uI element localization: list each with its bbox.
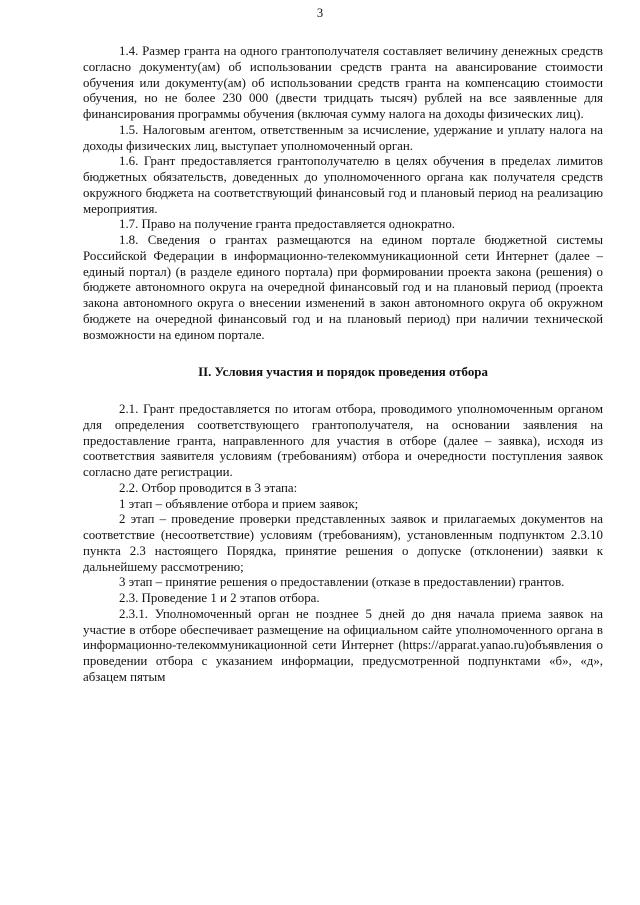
paragraph-2-3-1: 2.3.1. Уполномоченный орган не позднее 5 дней до дня начала приема заявок на участие в отборе обеспечивает размещение на официальном сайте уполномоченного органа в информационно-телекоммуникационной сети Интернет (https://apparat.yanao.ru)объявления о проведении отбора с указанием информации, предусмотренной подпунктами «б», «д», абзацем пятым — [83, 606, 603, 684]
stage-3-item: 3 этап – принятие решения о предоставлении (отказе в предоставлении) грантов. — [119, 575, 565, 590]
paragraph-1-7: 1.7. Право на получение гранта предоставляется однократно. — [119, 217, 456, 232]
page-number: 3 — [316, 6, 324, 20]
paragraph-1-5: 1.5. Налоговым агентом, ответственным за исчисление, удержание и уплату налога на доходы физических лиц, выступает уполномоченный орган. — [83, 122, 603, 153]
paragraph-1-8: 1.8. Сведения о грантах размещаются на едином портале бюджетной системы Российской Федерации в информационно-телекоммуникационной сети Интернет (далее – единый портал) (в разделе единого портала) при формировании проекта закона (решения) о бюджете автономного округа на очередной финансовый год и на плановый период (проекта закона автономного округа о внесении изменений в закон автономного округа об окружном бюджете на очередной финансовый год и на плановый период) при наличии технической возможности на едином портале. — [83, 233, 603, 342]
paragraph-2-2: 2.2. Отбор проводится в 3 этапа: — [119, 480, 298, 495]
paragraph-1-4: 1.4. Размер гранта на одного грантополучателя составляет величину денежных средств согласно документу(ам) об использовании средств гранта на авансирование стоимости обучения или документу(ам) об использовании средств гранта на компенсацию стоимости обучения, но не более 230 000 (двести тридцать тысяч) рублей на все заявленные для финансирования программы обучения (включая сумму налога на доходы физических лиц). — [83, 44, 603, 121]
document-body — [83, 44, 603, 686]
section-heading: II. Условия участия и порядок проведения отбора — [198, 365, 488, 380]
paragraph-2-1: 2.1. Грант предоставляется по итогам отбора, проводимого уполномоченным органом для определения соответствующего грантополучателя, на основании заявления на предоставление гранта, направленного для участия в отборе (далее – заявка), исходя из соответствия заявителя условиям (требованиям) отбора и очередности поступления заявок согласно дате регистрации. — [83, 402, 603, 479]
paragraph-1-6: 1.6. Грант предоставляется грантополучателю в целях обучения в пределах лимитов бюджетных обязательств, доведенных до уполномоченного органа как получателя средств окружного бюджета на соответствующий финансовый год и плановый период на реализацию мероприятия. — [83, 154, 603, 216]
stage-1-item: 1 этап – объявление отбора и прием заявок; — [119, 496, 359, 511]
stage-2-item: 2 этап – проведение проверки представленных заявок и прилагаемых документов на соответствие (несоответствие) условиям (требованиям), установленным подпунктом 2.3.10 пункта 2.3 настоящего Порядка, принятие решения о допуске (отклонении) заявки к дальнейшему рассмотрению; — [83, 512, 603, 574]
paragraph-2-3: 2.3. Проведение 1 и 2 этапов отбора. — [119, 591, 320, 605]
